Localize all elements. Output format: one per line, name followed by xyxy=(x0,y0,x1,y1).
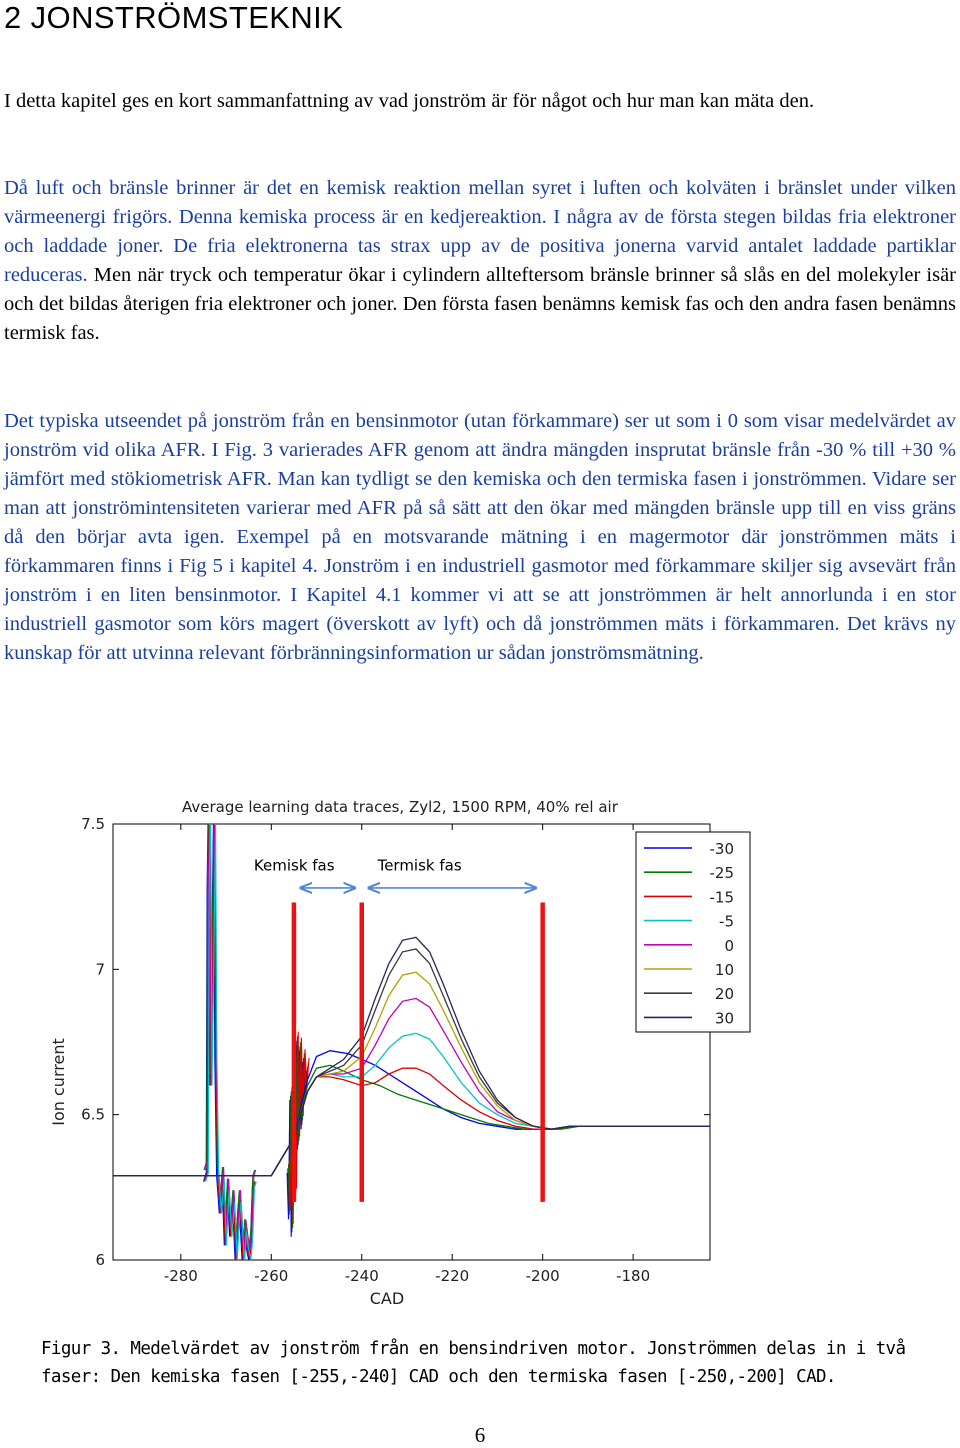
x-tick-label: -200 xyxy=(525,1267,560,1285)
y-tick-label: 7 xyxy=(95,960,105,979)
x-tick-label: -260 xyxy=(254,1267,289,1285)
caption-line-2: faser: Den kemiska fasen [-255,-240] CAD och den termiska fasen [-250,-200] CAD. xyxy=(41,1367,836,1387)
page-number: 6 xyxy=(474,1423,486,1447)
legend-label: 30 xyxy=(714,1009,734,1028)
termisk-fas-label: Termisk fas xyxy=(377,856,462,875)
y-axis-label: Ion current xyxy=(49,1038,68,1126)
x-tick-label: -280 xyxy=(163,1267,198,1285)
chemistry-paragraph xyxy=(4,174,956,348)
series-line-20 xyxy=(113,949,710,1176)
x-axis-label: CAD xyxy=(369,1289,405,1308)
intro-paragraph: I detta kapitel ges en kort sammanfattning av vad jonström är för något och hur man kan mäta den. xyxy=(4,90,815,112)
kemisk-fas-label: Kemisk fas xyxy=(253,856,335,875)
chapter-heading: 2 JONSTRÖMSTEKNIK xyxy=(4,0,344,35)
x-tick-label: -240 xyxy=(344,1267,379,1285)
series-line--25 xyxy=(113,1065,710,1175)
y-tick-label: 7.5 xyxy=(81,815,105,833)
legend-label: 10 xyxy=(714,961,734,979)
series-line-10 xyxy=(113,972,710,1175)
y-tick-label: 6 xyxy=(95,1251,105,1269)
ion-current-paragraph: Det typiska utseendet på jonström från en bensinmotor (utan förkammare) ser ut som i 0 som visar medelvärdet av jonström vid olika AFR. I Fig. 3 varierades AFR genom att ändra mängden insprutat bränsle från -30 % till +30 % jämfört med stökiometrisk AFR. Man kan tydligt se den kemiska och den termiska fasen i jonströmmen. Vidare ser man att jonströmintensiteten varierar med AFR på så sätt att den ökar med mängden bränsle upp till en viss gräns då den börjar avta igen. Exempel på en motsvarande mätning i en magermotor där jonströmmen mäts i förkammaren finns i Fig 5 i kapitel 4. Jonström i en industriell gasmotor med förkammare skiljer sig avsevärt från jonström i en liten bensinmotor. I Kapitel 4.1 kommer vi att se att jonströmmen är helt annorlunda i en stor industriell gasmotor som körs magert (överskott av lyft) och då jonströmmen mäts i förkammaren. Det krävs ny kunskap för att utvinna relevant förbränningsinformation ur sådan jonströmsmätning. xyxy=(4,410,956,664)
series-line--15 xyxy=(113,1068,710,1176)
x-tick-label: -220 xyxy=(435,1267,470,1285)
series-line--30 xyxy=(113,1051,710,1176)
series-line--5 xyxy=(113,1033,710,1175)
legend-label: -30 xyxy=(709,840,734,858)
legend-label: 0 xyxy=(724,936,734,955)
legend-label: 20 xyxy=(714,985,734,1004)
legend-label: -15 xyxy=(709,888,734,907)
chemistry-paragraph-part1: Då luft och bränsle brinner är det en kemisk reaktion mellan syret i luften och kolväten i bränslet under vilken värmeenergi frigörs. Denna kemiska process är en kedjereaktion. I några av de första stegen bildas fria elektroner och laddade joner. De fria elektronerna tas strax upp av de positiva jonerna varvid antalet laddade partiklar reduceras. xyxy=(4,177,956,286)
series-line-0 xyxy=(113,998,710,1175)
figure-caption xyxy=(41,1335,951,1391)
caption-line-1: Figur 3. Medelvärdet av jonström från en bensindriven motor. Jonströmmen delas in i två xyxy=(41,1339,906,1359)
chemistry-paragraph-part2: Men när tryck och temperatur ökar i cylindern allteftersom bränsle brinner så slås en del molekyler isär och det bildas återigen fria elektroner och joner. Den första fasen benämns kemisk fas och den andra fasen benämns termisk fas. xyxy=(4,264,956,344)
legend-label: -5 xyxy=(719,912,734,931)
y-tick-label: 6.5 xyxy=(81,1105,105,1124)
plot-frame xyxy=(113,824,710,1260)
ion-current-figure xyxy=(40,788,760,1310)
figure-title: Average learning data traces, Zyl2, 1500 RPM, 40% rel air xyxy=(182,798,618,816)
legend-label: -25 xyxy=(709,864,734,883)
x-tick-label: -180 xyxy=(616,1267,651,1285)
plot-area xyxy=(49,788,750,1308)
